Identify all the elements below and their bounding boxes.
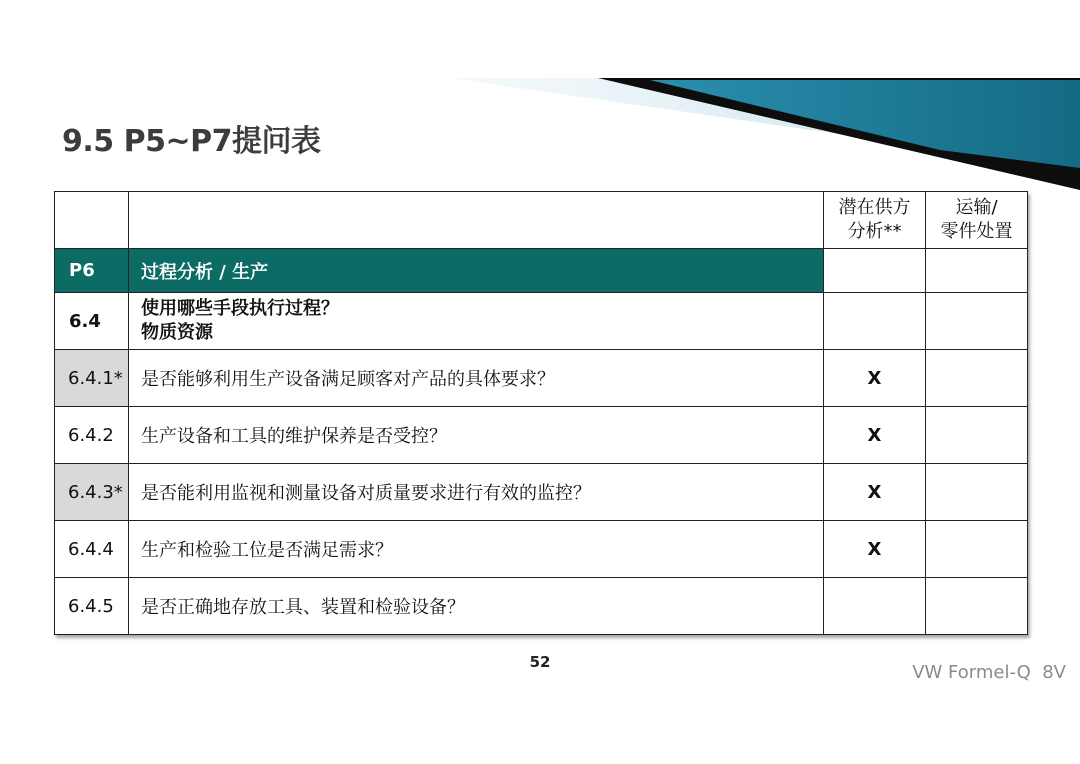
table-row bbox=[55, 407, 1028, 464]
subsection-row bbox=[55, 293, 1028, 350]
subsection-title-line: 物质资源 bbox=[141, 322, 213, 343]
table-cell bbox=[824, 293, 926, 350]
potential-supplier-mark: X bbox=[824, 521, 926, 578]
question-number: 6.4.5 bbox=[55, 578, 129, 635]
section-number: P6 bbox=[55, 249, 129, 293]
column-header-transport bbox=[926, 192, 1028, 249]
potential-supplier-mark: X bbox=[824, 407, 926, 464]
transport-mark bbox=[926, 578, 1028, 635]
table-row bbox=[55, 350, 1028, 407]
question-text: 生产和检验工位是否满足需求？ bbox=[129, 521, 824, 578]
question-text: 是否能够利用生产设备满足顾客对产品的具体要求？ bbox=[129, 350, 824, 407]
transport-mark bbox=[926, 521, 1028, 578]
question-number: 6.4.3* bbox=[55, 464, 129, 521]
subsection-number: 6.4 bbox=[55, 293, 129, 350]
header-swoosh-decoration bbox=[0, 0, 1080, 200]
section-row bbox=[55, 249, 1028, 293]
table-cell bbox=[926, 293, 1028, 350]
transport-mark bbox=[926, 464, 1028, 521]
question-number: 6.4.4 bbox=[55, 521, 129, 578]
potential-supplier-mark: X bbox=[824, 350, 926, 407]
table-cell bbox=[926, 249, 1028, 293]
table-cell bbox=[824, 249, 926, 293]
column-header-potential-supplier bbox=[824, 192, 926, 249]
header-empty-cell bbox=[55, 192, 129, 249]
subsection-title bbox=[129, 293, 824, 350]
table-row bbox=[55, 578, 1028, 635]
question-text: 生产设备和工具的维护保养是否受控？ bbox=[129, 407, 824, 464]
table-row bbox=[55, 464, 1028, 521]
column-header-text: 运输/ 零件处置 bbox=[940, 197, 1013, 242]
footer-label: VW Formel-Q 8V bbox=[912, 662, 1066, 683]
question-number: 6.4.2 bbox=[55, 407, 129, 464]
transport-mark bbox=[926, 350, 1028, 407]
page-number: 52 bbox=[529, 653, 551, 671]
potential-supplier-mark: X bbox=[824, 464, 926, 521]
question-text: 是否正确地存放工具、装置和检验设备？ bbox=[129, 578, 824, 635]
header-empty-cell bbox=[129, 192, 824, 249]
section-title: 过程分析 / 生产 bbox=[129, 249, 824, 293]
page-title: 9.5 P5~P7提问表 bbox=[62, 124, 321, 159]
table-header-row bbox=[55, 192, 1028, 249]
question-table bbox=[54, 191, 1028, 635]
transport-mark bbox=[926, 407, 1028, 464]
question-text: 是否能利用监视和测量设备对质量要求进行有效的监控？ bbox=[129, 464, 824, 521]
table-row bbox=[55, 521, 1028, 578]
question-number: 6.4.1* bbox=[55, 350, 129, 407]
column-header-text: 潜在供方 分析** bbox=[838, 197, 911, 242]
subsection-title-line: 使用哪些手段执行过程？ bbox=[141, 298, 339, 319]
potential-supplier-mark bbox=[824, 578, 926, 635]
